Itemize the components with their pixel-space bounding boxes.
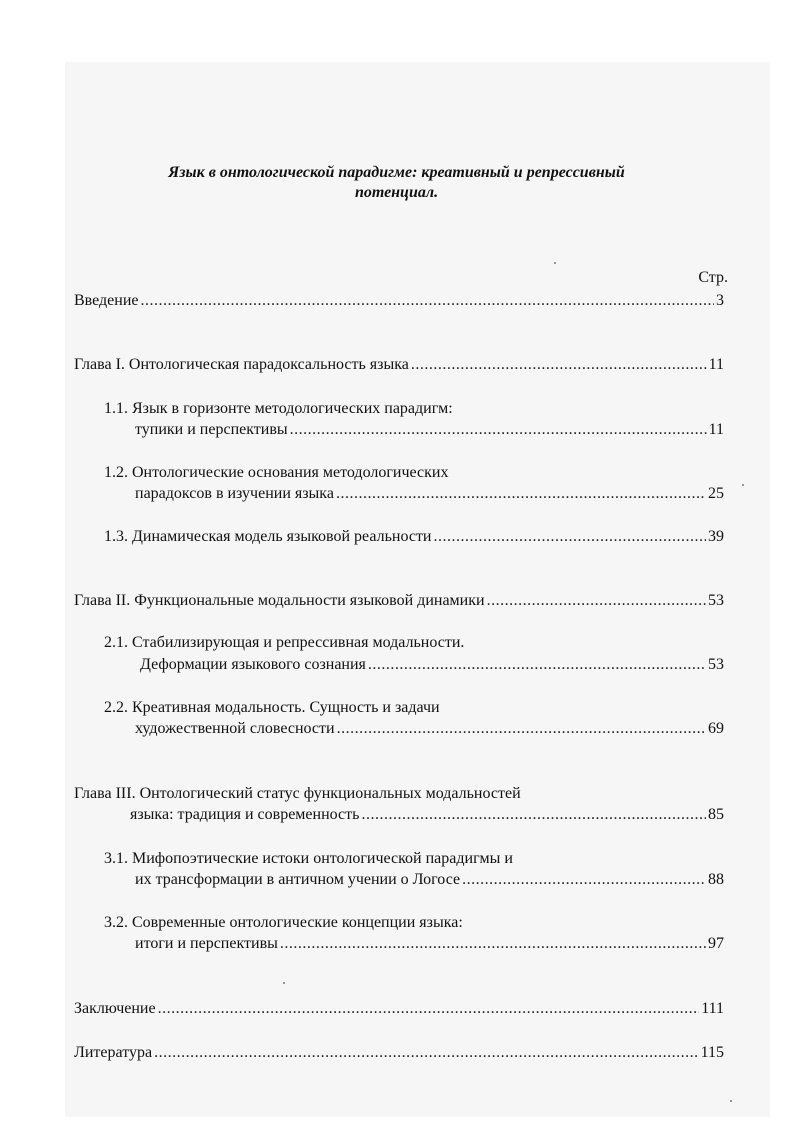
- dot-leader: [462, 870, 706, 890]
- toc-label: парадоксов в изучении языка: [135, 485, 334, 502]
- dot-leader: [290, 420, 707, 440]
- toc-entry-section-3-1-line1: 3.1. Мифопоэтические истоки онтологической парадигмы и: [104, 850, 513, 867]
- toc-page-number: 115: [700, 1044, 724, 1061]
- scan-speck: [283, 982, 285, 984]
- toc-page-number: 25: [708, 485, 724, 502]
- scan-speck: [730, 1100, 732, 1102]
- toc-entry-conclusion: [74, 999, 724, 1019]
- toc-page-number: 39: [708, 528, 724, 545]
- dot-leader: [154, 1043, 699, 1063]
- dot-leader: [158, 999, 700, 1019]
- dot-leader: [280, 934, 706, 954]
- toc-page-number: 11: [708, 421, 724, 438]
- toc-entry-section-2-1: [140, 655, 724, 675]
- toc-page-number: 3: [716, 292, 724, 309]
- toc-label: Деформации языкового сознания: [140, 656, 366, 673]
- toc-entry-chapter-3-line1: Глава III. Онтологический статус функциональных модальностей: [74, 785, 521, 802]
- toc-entry-section-1-1-line1: 1.1. Язык в горизонте методологических парадигм:: [104, 400, 453, 417]
- toc-label: Введение: [74, 292, 139, 309]
- toc-entry-introduction: [74, 291, 724, 311]
- scan-speck: [554, 262, 556, 264]
- toc-label: Глава II. Функциональные модальности языковой динамики: [74, 592, 485, 609]
- dot-leader: [336, 484, 706, 504]
- dot-leader: [337, 719, 706, 739]
- toc-label: Глава I. Онтологическая парадоксальность языка: [74, 356, 409, 373]
- dot-leader: [368, 655, 706, 675]
- toc-page-number: 97: [708, 935, 724, 952]
- dot-leader: [487, 591, 706, 611]
- toc-entry-section-3-1: [135, 870, 724, 890]
- page-column-header: Стр.: [698, 269, 728, 286]
- dot-leader: [141, 291, 715, 311]
- toc-entry-section-2-2: [135, 719, 724, 739]
- toc-page-number: 88: [708, 871, 724, 888]
- scanned-page: [65, 62, 770, 1117]
- toc-entry-section-1-2: [135, 484, 724, 504]
- toc-entry-chapter-3: [130, 805, 724, 825]
- toc-page-number: 69: [708, 720, 724, 737]
- toc-page-number: 85: [708, 806, 724, 823]
- toc-label: итоги и перспективы: [135, 935, 278, 952]
- scan-speck: [742, 484, 744, 486]
- toc-entry-section-3-2-line1: 3.2. Современные онтологические концепции языка:: [104, 914, 463, 931]
- toc-page-number: 53: [708, 656, 724, 673]
- dot-leader: [361, 805, 706, 825]
- toc-entry-section-1-2-line1: 1.2. Онтологические основания методологических: [104, 464, 449, 481]
- dot-leader: [411, 355, 707, 375]
- toc-entry-chapter-2: [74, 591, 724, 611]
- document-title: Язык в онтологической парадигме: креативный и репрессивный: [168, 164, 625, 181]
- toc-label: художественной словесности: [135, 720, 335, 737]
- toc-entry-section-1-3: [104, 527, 724, 547]
- toc-label: Заключение: [74, 1000, 156, 1017]
- toc-label: тупики и перспективы: [135, 421, 288, 438]
- toc-entry-section-2-2-line1: 2.2. Креативная модальность. Сущность и задачи: [104, 699, 440, 716]
- toc-label: Литература: [74, 1044, 153, 1061]
- toc-entry-section-2-1-line1: 2.1. Стабилизирующая и репрессивная модальности.: [104, 634, 465, 651]
- toc-page-number: 53: [708, 592, 724, 609]
- toc-label: языка: традиция и современность: [130, 806, 360, 823]
- dot-leader: [434, 527, 707, 547]
- toc-entry-section-3-2: [135, 934, 724, 954]
- toc-label: 1.3. Динамическая модель языковой реальности: [104, 528, 432, 545]
- toc-entry-literature: [74, 1043, 724, 1063]
- toc-entry-section-1-1: [135, 420, 724, 440]
- toc-page-number: 11: [708, 356, 724, 373]
- toc-page-number: 111: [701, 1000, 724, 1017]
- toc-label: их трансформации в античном учении о Логосе: [135, 871, 461, 888]
- toc-entry-chapter-1: [74, 355, 724, 375]
- document-title-continued: потенциал.: [354, 184, 439, 201]
